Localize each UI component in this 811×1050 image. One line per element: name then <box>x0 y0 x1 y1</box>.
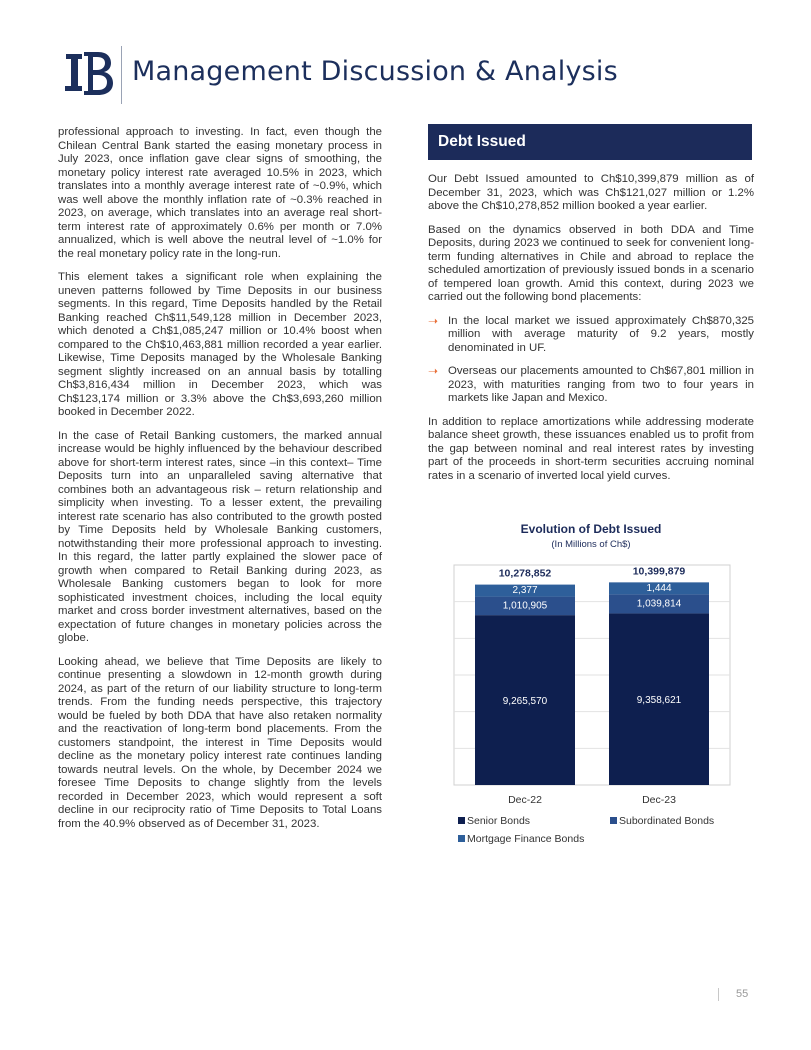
chart-subtitle: (In Millions of Ch$) <box>551 539 631 550</box>
paragraph: Looking ahead, we believe that Time Deposits are likely to continue presenting a slowdown in 12-month growth during 2024, as part of the return of our liability structure to long-term trends. From the funding needs perspective, this trajectory would be fueled by both DDA that have also retaken normality and the reactivation of long-term bond placements. From the customers standpoint, the interest in Time Deposits would decline as the monetary policy interest rate continues landing towards neutral levels. On the whole, by December 2024 we foresee Time Deposits to change slightly from the levels recorded in December 2023, which would represent a soft decline in our reciprocity ratio of Time Deposits to Total Loans from the 40.9% observed as of December 31, 2023. <box>58 655 382 830</box>
bank-logo <box>62 48 114 98</box>
total-label: 10,278,852 <box>498 567 552 580</box>
total-label: 10,399,879 <box>632 565 686 578</box>
section-header-debt-issued: Debt Issued <box>428 124 752 160</box>
title-divider <box>121 46 122 104</box>
paragraph: In addition to replace amortizations while addressing moderate balance sheet growth, these issuances enabled us to profit from the gap between nominal and real interest rates by investing part of the proceeds in short-term securities accruing nominal rates in a scenario of inverted local yield curves. <box>428 415 754 482</box>
legend-swatch <box>458 817 465 824</box>
legend-item: Subordinated Bonds <box>619 815 715 827</box>
debt-issued-chart <box>428 555 754 865</box>
footer-separator <box>718 988 719 1001</box>
paragraph: This element takes a significant role when explaining the uneven patterns followed by Time Deposits in our business segments. In this regard, Time Deposits handled by the Retail Banking reached Ch$11,549,128 million in December 2023, which denoted a Ch$1,085,247 million or 10.4% boost when compared to the Ch$10,463,881 million recorded a year earlier. Likewise, Time Deposits managed by the Wholesale Banking segment slightly increased on an annual basis by totalling Ch$3,816,434 million in December 2023, which was Ch$123,174 million or 3.3% above the Ch$3,693,260 million booked in December 2022. <box>58 271 382 418</box>
legend-swatch <box>458 835 465 842</box>
paragraph: Our Debt Issued amounted to Ch$10,399,879 million as of December 31, 2023, which was Ch$121,027 million or 1.2% above the Ch$10,278,852 million booked a year earlier. <box>428 173 754 212</box>
legend-item: Senior Bonds <box>467 815 531 827</box>
page-title: Management Discussion & Analysis <box>132 56 618 87</box>
right-column <box>428 173 754 493</box>
arrow-right-icon: ➝ <box>428 313 439 328</box>
bullet-item <box>428 365 754 406</box>
data-label: 9,265,570 <box>502 696 548 708</box>
data-label: 1,444 <box>646 582 672 594</box>
x-tick-label: Dec-23 <box>642 794 676 806</box>
bullet-item <box>428 315 754 356</box>
legend-item: Mortgage Finance Bonds <box>467 833 585 845</box>
data-label: 2,377 <box>512 585 538 597</box>
legend-swatch <box>610 817 617 824</box>
paragraph: Based on the dynamics observed in both DDA and Time Deposits, during 2023 we continued to seek for convenient long-term funding alternatives in Chile and abroad to replace the scheduled amortization of previously issued bonds in a scenario of tempered loan growth. Amid this context, during 2023 we carried out the following bond placements: <box>428 223 754 303</box>
left-column <box>58 126 382 841</box>
bullet-text: Overseas our placements amounted to Ch$67,801 million in 2023, with maturities ranging from two to four years in markets like Japan and Mexico. <box>448 365 754 404</box>
chart-title: Evolution of Debt Issued <box>520 522 662 536</box>
arrow-right-icon: ➝ <box>428 364 439 378</box>
data-label: 9,358,621 <box>636 695 682 707</box>
data-label: 1,010,905 <box>502 600 548 612</box>
bullet-text: In the local market we issued approximately Ch$870,325 million with average maturity of 9.2 years, mostly denominated in UF. <box>448 314 754 354</box>
paragraph: In the case of Retail Banking customers, the marked annual increase would be highly influenced by the behaviour described above for short-term interest rates, since –in this context– Time Deposits turn into an unparalleled saving alternative that combines both an advantageous risk – return relationship and simplicity when investing. To a lesser extent, the prevailing interest rate scenario has also contributed to the growth posted by Time Deposits held by Wholesale Banking customers, notwithstanding their more professional approach to investing. In this regard, the latter partly explained the slower pace of growth when compared to Retail Banking during 2023, as Wholesale Banking customers began to look for more sophisticated investment choices, including the local equity market and cross border investment alternatives, based on the expectation of future changes in monetary policies across the globe. <box>58 429 382 644</box>
x-tick-label: Dec-22 <box>508 794 542 806</box>
data-label: 1,039,814 <box>636 598 682 610</box>
paragraph: professional approach to investing. In fact, even though the Chilean Central Bank started the easing monetary process in July 2023, once inflation gave clear signs of smoothing, the monetary policy interest rate averaged 10.5% in 2023, which translates into a monthly average interest rate of ~0.9%, which was well above the monthly inflation rate of ~0.3% reached in 2023, on average, which translates into an average real short-term interest rate of approximately 0.6% per month or 7.0% annualized, which is well above the neutral level of ~1.0% for the real monetary policy rate in the long-run. <box>58 126 382 260</box>
page-number: 55 <box>736 988 749 1000</box>
